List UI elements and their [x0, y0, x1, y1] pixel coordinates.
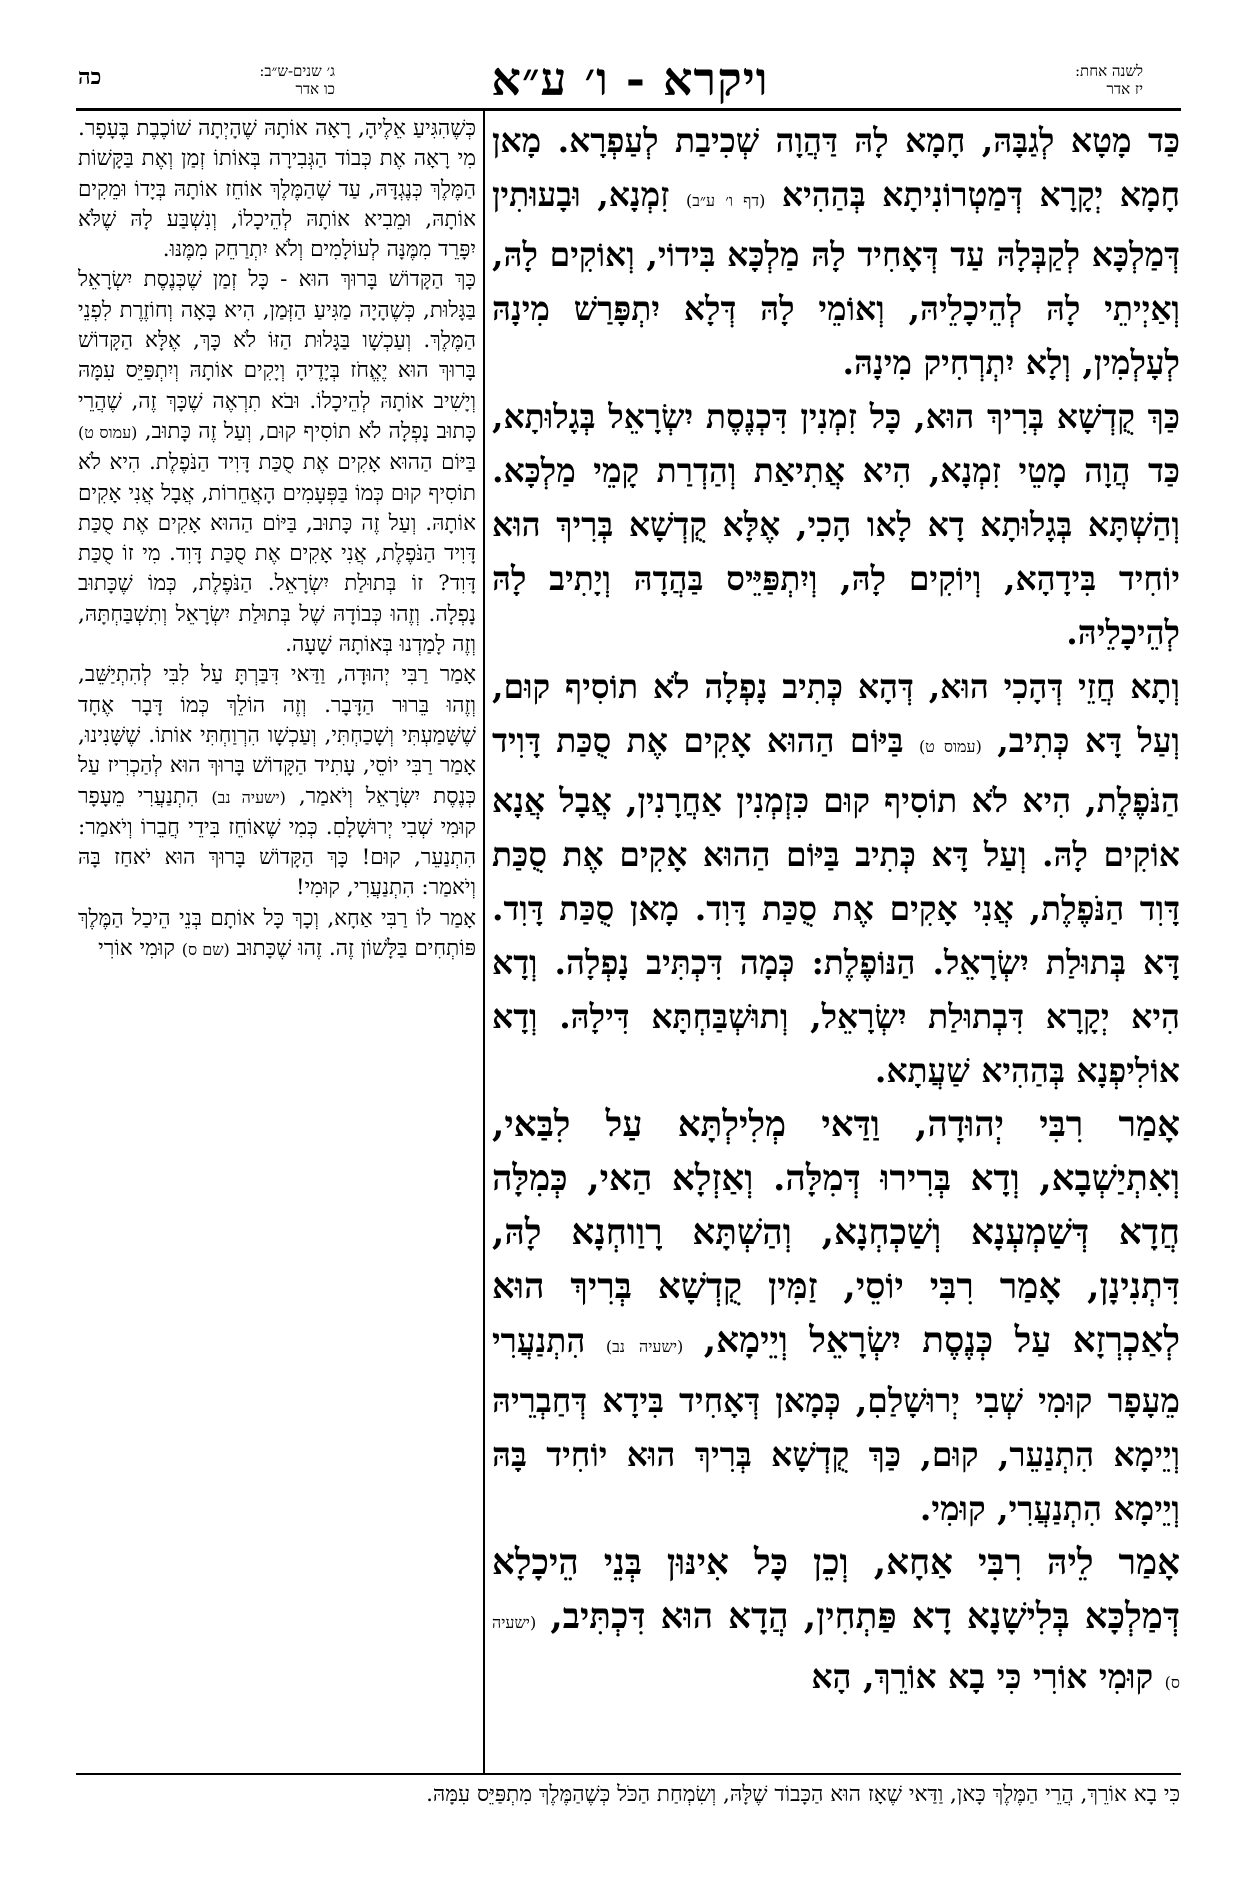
citation: (שם ס) — [181, 940, 230, 960]
header-right-line2: יז אדר — [1106, 80, 1143, 98]
header-right-line1: לשנה אחת: — [1075, 62, 1143, 80]
citation: (עמוס ט) — [78, 422, 138, 442]
column-divider — [483, 110, 485, 1773]
citation: (ישעיה נב) — [211, 787, 286, 807]
citation: (עמוס ט) — [918, 737, 982, 756]
main-paragraph: כַּד מָטָא לְגַבָּהּ, חָמָא לָהּ דַּהֲוָה שְׁכִיבַת לְעַפְרָא. מָאן חָמָא יְקָרָא דְּמַטְרוֹנִיתָא בְּהַהִיא (דף ו׳ ע״ב) זִמְנָא, וּבָעוּתִין דְּמַלְכָּא לְקַבְּלָהּ עַד דְּאָחִיד לָהּ מַלְכָּא בִּידוֹי, וְאוֹקִים לָהּ, וְאַיְיתֵי לָהּ לְהֵיכָלֵיהּ, וְאוֹמֵי לָהּ דְּלָא יִתְפָּרַשׁ מִינָהּ לְעָלְמִין, וְלָא יִתְרְחִיק מִינָהּ. — [492, 121, 1180, 382]
header-divider — [76, 108, 1181, 111]
main-paragraph: אָמַר לֵיהּ רִבִּי אַחָא, וְכֵן כָּל אִינּוּן בְּנֵי הֵיכָלָא דְּמַלְכָּא בְּלִישָׁנָא דָא פַּתְחִין, הֲדָא הוּא דִּכְתִּיב, (ישעיה ס) קוּמִי אוֹרִי כִּי בָא אוֹרֵךְ, הָא — [492, 1542, 1180, 1696]
main-text-column — [492, 114, 1180, 1769]
citation: (ישעיה נב) — [605, 1337, 684, 1356]
page-number: כה — [78, 64, 102, 90]
main-paragraph: אָמַר רִבִּי יְהוּדָה, וַדַּאי מְלִילְתָּא עַל לִבַּאי, וְאִתְיַשְׁבָא, וְדָא בְּרִירוּ דְּמִלָּה. וְאַזְלָא הַאי, כְּמִלָּה חֲדָא דְּשַׁמְעְנָא וְשַׁכְחְנָא, וְהַשְׁתָּא רָוַוחְנָא לָהּ, דִּתְנִינָן, אָמַר רִבִּי יוֹסֵי, זַמִּין קֻדְשָׁא בְּרִיךְ הוּא לְאַכְרְזָא עַל כְּנֶסֶת יִשְׂרָאֵל וְיֵימָא, (ישעיה נב) הִתְנַעֲרִי מֵעָפָר קוּמִי שְׁבִי יְרוּשָׁלַםִ, כְּמָאן דְּאָחִיד בִּידָא דְּחַבְרֵיהּ וְיֵימָא הִתְנַעֵר, קוּם, כַּךְ קֻדְשָׁא בְּרִיךְ הוּא יוֹחִיד בָּהּ וְיֵימָא הִתְנַעֲרִי, קוּמִי. — [492, 1104, 1180, 1528]
citation: (דף ו׳ ע״ב) — [685, 191, 766, 210]
footnote: כִּי בָא אוֹרֵךְ, הֲרֵי הַמֶּלֶךְ כָּאן, וַדַּאי שֶׁאָז הוּא הַכָּבוֹד שֶׁלָּהּ, וְשִׂמְחַת הַכֹּל כְּשֶׁהַמֶּלֶךְ מִתְפַּיֵּס עִמָּהּ. — [426, 1782, 1180, 1807]
page-title: ויקרא - ו׳ ע״א — [491, 52, 769, 106]
translation-column — [78, 114, 476, 1769]
citation: (ישעיה ס) — [492, 1613, 1180, 1692]
main-paragraph: וְתָא חֲזֵי דְּהָכִי הוּא, דְּהָא כְּתִיב נָפְלָה לֹא תוֹסִיף קוּם, וְעַל דָּא כְּתִיב, (עמוס ט) בַּיּוֹם הַהוּא אָקִים אֶת סֻכַּת דָּוִיד הַנֹּפֶלֶת, הִיא לֹא תוֹסִיף קוּם כִּזְמְנִין אַחֲרָנִין, אֲבָל אֲנָא אוֹקִים לָהּ. וְעַל דָּא כְּתִיב בַּיּוֹם הַהוּא אָקִים אֶת סֻכַּת דָּוִד הַנֹּפֶלֶת, אֲנִי אָקִים אֶת סֻכַּת דָּוִד. מָאן סֻכַּת דָּוִד. דָּא בְּתוּלַת יִשְׂרָאֵל. הַנּוֹפֶלֶת: כְּמָה דִּכְתִּיב נָפְלָה. וְדָא הִיא יְקָרָא דִּבְתוּלַת יִשְׂרָאֵל, וְתוּשְׁבַּחְתָּא דִּילָהּ. וְדָא אוֹלִיפְנָא בְּהַהִיא שַׁעֲתָא. — [492, 667, 1180, 1090]
translation-paragraph: אָמַר רַבִּי יְהוּדָה, וַדַּאי דִּבַּרְתָּ עַל לִבִּי לְהִתְיַשֵּׁב, וְזֶהוּ בֵּרוּר הַדָּבָר. וְזֶה הוֹלֵךְ כְּמוֹ דָּבָר אֶחָד שֶׁשָּׁמַעְתִּי וְשָׁכַחְתִּי, וְעַכְשָׁו הִרְוַחְתִּי אוֹתוֹ. שֶׁשָּׁנִינוּ, אָמַר רַבִּי יוֹסֵי, עָתִיד הַקָּדוֹשׁ בָּרוּךְ הוּא לְהַכְרִיז עַל כְּנֶסֶת יִשְׂרָאֵל וְיֹאמַר, (ישעיה נב) הִתְנַעֲרִי מֵעָפָר קוּמִי שְׁבִי יְרוּשָׁלָםִ. כְּמִי שֶׁאוֹחֵז בִּידֵי חֲבֵרוֹ וְיֹאמַר: הִתְנַעֵר, קוּם! כָּךְ הַקָּדוֹשׁ בָּרוּךְ הוּא יֹאחַז בָּהּ וְיֹאמַר: הִתְנַעֲרִי, קוּמִי! — [78, 662, 476, 901]
header-right-date — [983, 62, 1143, 98]
translation-paragraph: כְּשֶׁהִגִּיעַ אֵלֶיהָ, רָאָה אוֹתָהּ שֶׁהָיְתָה שׁוֹכֶבֶת בֶּעָפָר. מִי רָאָה אֶת כְּבוֹד הַגְּבִירָה בְּאוֹתוֹ זְמַן וְאֶת בַּקָּשׁוֹת הַמֶּלֶךְ כְּנֶגְדָּהּ, עַד שֶׁהַמֶּלֶךְ אוֹחֵז אוֹתָהּ בְּיָדוֹ וּמֵקִים אוֹתָהּ, וּמֵבִיא אוֹתָהּ לְהֵיכָלוֹ, וְנִשְׁבַּע לָהּ שֶׁלֹּא יִפָּרֵד מִמֶּנָּה לְעוֹלָמִים וְלֹא יִתְרַחֵק מִמֶּנּוּ. — [78, 116, 476, 263]
header-left-date — [160, 62, 335, 98]
main-paragraph: כַּךְ קֻדְשָׁא בְּרִיךְ הוּא, כָּל זִמְנִין דִּכְנֶסֶת יִשְׂרָאֵל בְּגָלוּתָא, כַּד הֲוָה מָטֵי זִמְנָא, הִיא אֲתִיאַת וְהַדְרַת קָמֵי מַלְכָּא. וְהַשְׁתָּא בְּגָלוּתָא דָא לָאו הָכִי, אֶלָּא קֻדְשָׁא בְּרִיךְ הוּא יוֹחִיד בִּידָהָא, וְיוֹקִים לָהּ, וְיִתְפַּיֵּיס בַּהֲדָהּ וְיָתִיב לָהּ לְהֵיכָלֵיהּ. — [492, 397, 1180, 652]
footer-divider — [76, 1773, 1181, 1775]
translation-paragraph: כָּךְ הַקָּדוֹשׁ בָּרוּךְ הוּא - כָּל זְמַן שֶׁכְּנֶסֶת יִשְׂרָאֵל בַּגָּלוּת, כְּשֶׁהָיָה מַגִּיעַ הַזְּמַן, הִיא בָּאָה וְחוֹזֶרֶת לִפְנֵי הַמֶּלֶךְ. וְעַכְשָׁו בַּגָּלוּת הַזּוֹ לֹא כָּךְ, אֶלָּא הַקָּדוֹשׁ בָּרוּךְ הוּא יֶאֱחֹז בְּיָדֶיהָ וְיָקִים אוֹתָהּ וְיִתְפַּיֵּס עִמָּהּ וְיָשִׁיב אוֹתָהּ לְהֵיכָלוֹ. וּבֹא תִרְאֶה שֶׁכָּךְ זֶה, שֶׁהֲרֵי כָּתוּב נָפְלָה לֹא תוֹסִיף קוּם, וְעַל זֶה כָּתוּב, (עמוס ט) בַּיּוֹם הַהוּא אָקִים אֶת סֻכַּת דָּוִיד הַנֹּפֶלֶת. הִיא לֹא תוֹסִיף קוּם כְּמוֹ בַּפְּעָמִים הָאֲחֵרוֹת, אֲבָל אֲנִי אָקִים אוֹתָהּ. וְעַל זֶה כָּתוּב, בַּיּוֹם הַהוּא אָקִים אֶת סֻכַּת דָּוִיד הַנֹּפֶלֶת, אֲנִי אָקִים אֶת סֻכַּת דָּוִד. מִי זוֹ סֻכַּת דָּוִד? זוֹ בְּתוּלַת יִשְׂרָאֵל. הַנֹּפֶלֶת, כְּמוֹ שֶׁכָּתוּב נָפְלָה. וְזֶהוּ כְּבוֹדָהּ שֶׁל בְּתוּלַת יִשְׂרָאֵל וְתִשְׁבַּחְתָּהּ, וְזֶה לָמַדְנוּ בְּאוֹתָהּ שָׁעָה. — [78, 267, 476, 658]
translation-paragraph: אָמַר לוֹ רַבִּי אַחָא, וְכָךְ כָּל אוֹתָם בְּנֵי הֵיכַל הַמֶּלֶךְ פּוֹתְחִים בַּלָּשׁוֹן זֶה. זֶהוּ שֶׁכָּתוּב (שם ס) קוּמִי אוֹרִי — [78, 905, 476, 962]
header-left-line1: ג׳ שנים-ש״ב: — [259, 62, 335, 80]
header-left-line2: כו אדר — [295, 80, 335, 98]
